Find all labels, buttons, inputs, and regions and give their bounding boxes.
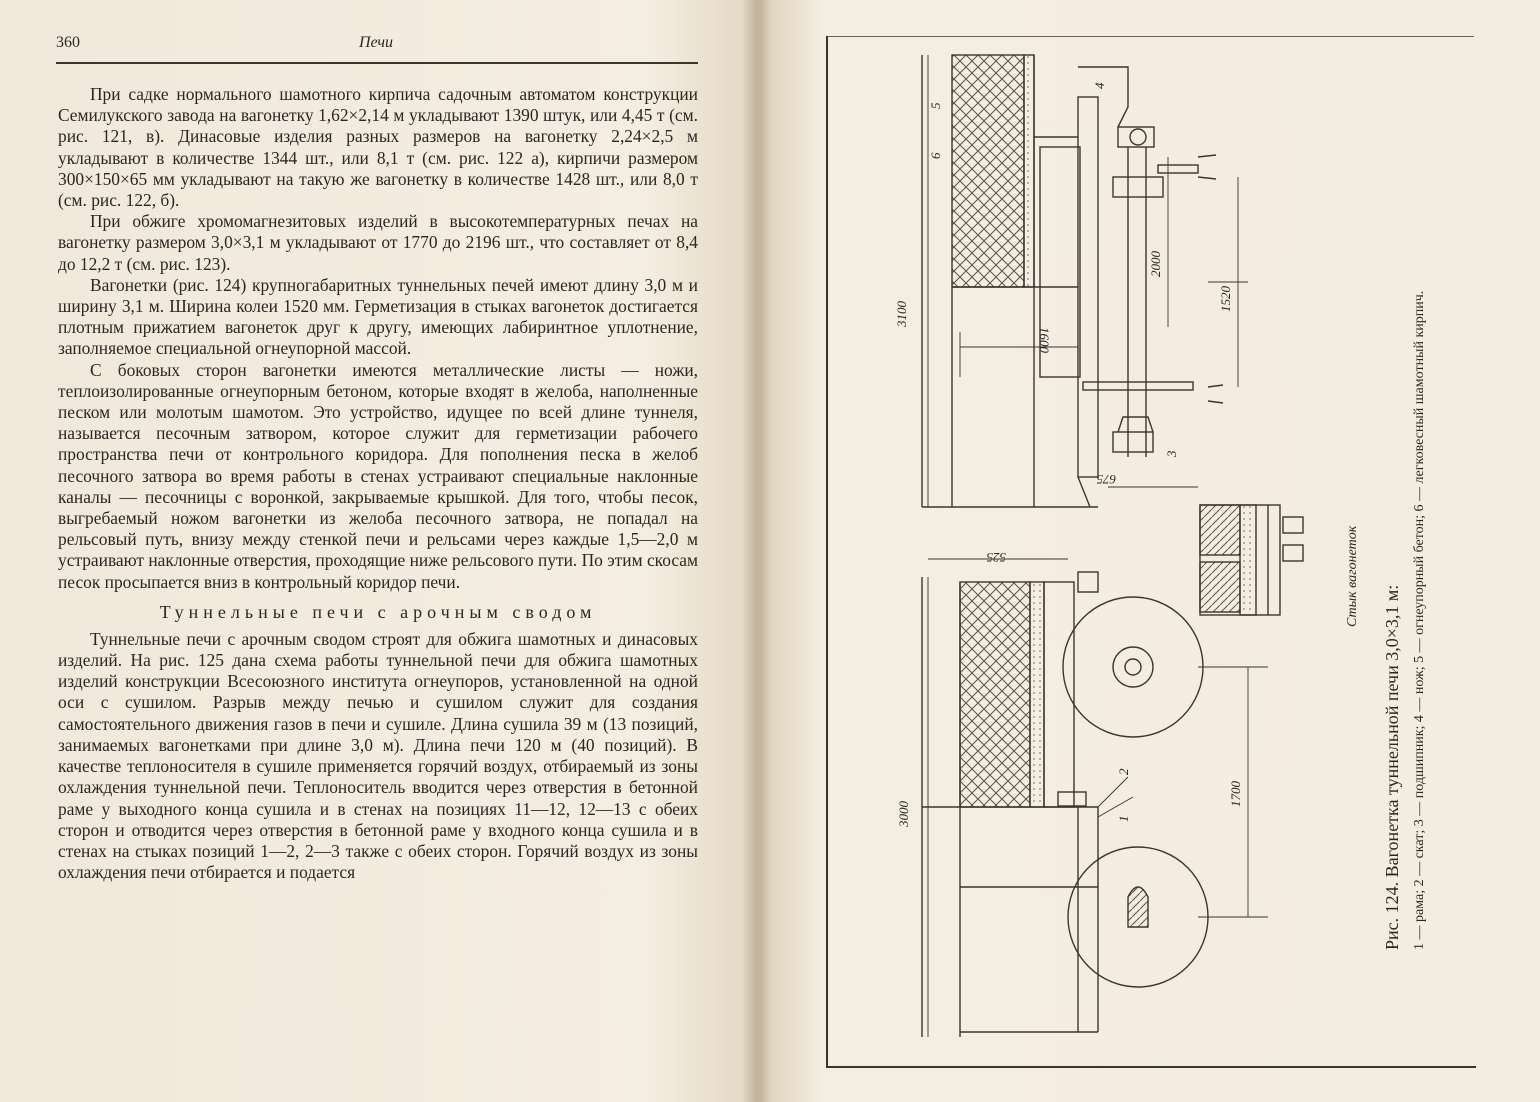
paragraph: При обжиге хромомагнезитовых изделий в высокотемпературных печах на вагонетку размером 3,0×3,1 м укладывают от 1770 до 2196 шт., что составляет от 8,4 до 12,2 т (см. рис. 123). [58,211,698,274]
page-header [56,34,696,56]
callout-label: 4 [1092,82,1107,89]
dim-label: 525 [986,550,1006,565]
section-title: Туннельные печи с арочным сводом [159,601,597,622]
callout-label: 3 [1164,450,1179,457]
callout-label: 5 [928,102,943,109]
callout-label: 1 [1116,815,1131,822]
wagon-drawing [828,37,1368,1057]
paragraph: Вагонетки (рис. 124) крупногабаритных туннельных печей имеют длину 3,0 м и ширину 3,1 м. Ширина колеи 1520 мм. Герметизация в стыках вагонеток достигается плотным прижатием вагонеток друг к другу, имеющих лабиринтное уплотнение, заполняемое специальной огнеупорной массой. [58,274,698,359]
body-text [58,84,698,883]
dim-label: 3000 [896,801,911,827]
caption-title: Рис. 124. Вагонетка туннельной печи 3,0×3,1 м: [1382,584,1402,950]
caption-legend: 1 — рама; 2 — скат; 3 — подшипник; 4 — нож; 5 — огнеупорный бетон; 6 — легковесный шамотный кирпич. [1412,290,1427,950]
dim-label: 3100 [894,301,909,327]
page-number: 360 [56,34,80,51]
figure-caption [1380,150,1432,950]
dim-label: 1520 [1218,286,1233,312]
dim-label: 2000 [1148,251,1163,277]
paragraph: Туннельные печи с арочным сводом строят для обжига шамотных и динасовых изделий. На рис. 125 дана схема работы туннельной печи для обжига шамотных изделий конструкции Всесоюзного института огнеупоров, установленной на одной оси с сушилом. Разрыв между печью и сушилом служит для создания самостоятельного движения газов в печи и сушиле. Длина сушила 39 м (13 позиций, занимаемых вагонетками при длине 3,0 м). Длина печи 120 м (40 позиций). В качестве теплоносителя в сушиле применяется горячий воздух, отбираемый из зоны охлаждения туннельной печи. Теплоноситель вводится через отверстия в бетонной раме у выходного конца сушила и в стенах на позициях 11—12, 12—13 с обеих сторон и отводится через отверстия в бетонной раме у входного конца сушила и в стенах на стыках позиций 1—2, 2—3 также с обеих сторон. Горячий воздух из зоны охлаждения печи отбирается и подается [58,628,698,883]
callout-label: 2 [1116,768,1131,775]
dim-label: 1600 [1037,327,1052,353]
header-rule [56,62,698,64]
dim-label: 1700 [1228,781,1243,807]
book-gutter [742,0,772,1102]
dim-label: 675 [1096,472,1116,487]
joint-label: Стык вагонеток [1345,525,1360,627]
running-head: Печи [358,34,394,51]
callout-label: 6 [928,152,943,159]
paragraph: С боковых сторон вагонетки имеются металлические листы — ножи, теплоизолированные огнеупорным бетоном, которые входят в желоба, наполненные песком или молотым шамотом. Это устройство, идущее по всей длине туннеля, называется песочным затвором, которое служит для герметизации рабочего пространства печи от контрольного коридора. Для пополнения песка в желоб песочного затвора во время работы в стенах устраивают специальные наклонные каналы — песочницы с воронкой, закрываемые крышкой. Для того, чтобы песок, выгребаемый ножом вагонетки из желоба песочного затвора, не попадал на рельсовый путь, внизу между стенкой печи и рельсами через каждые 1,5—2,0 м устраивают наклонные отверстия, проходящие ниже рельсового пути. По этим скосам песок просыпается вниз в контрольный коридор печи. [58,359,699,592]
paragraph: При садке нормального шамотного кирпича садочным автоматом конструкции Семилукского завода на вагонетку 1,62×2,14 м укладывают 1390 штук, или 4,45 т (см. рис. 121, в). Динасовые изделия разных размеров на вагонетку 2,24×2,5 м укладывают в количестве 1344 шт., или 8,1 т (см. рис. 122 а), кирпичи размером 300×150×65 мм укладывают на такую же вагонетку в количестве 1428 шт., или 8,0 т (см. рис. 122, б). [58,84,698,211]
